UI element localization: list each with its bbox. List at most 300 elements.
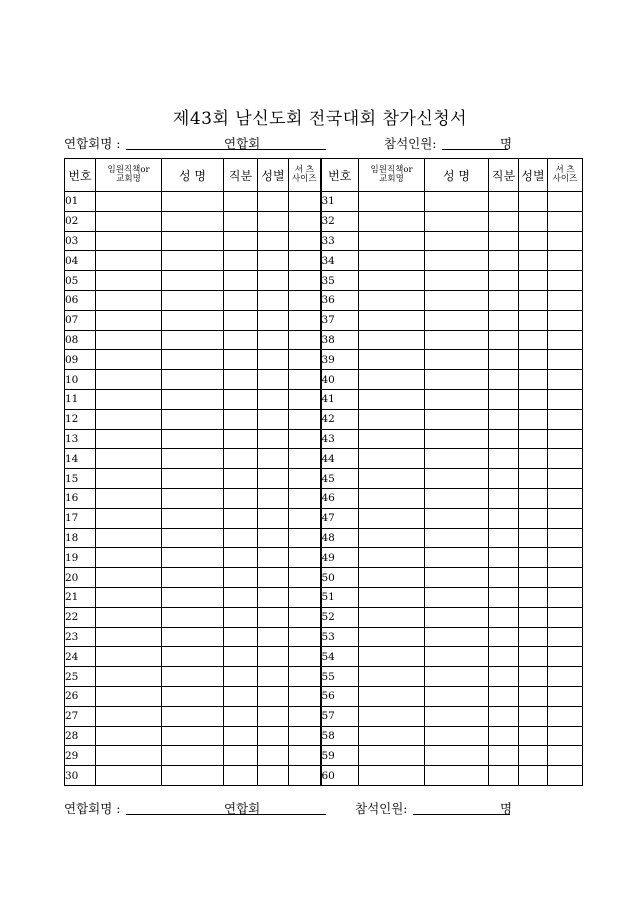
gender-cell[interactable] [519,528,548,548]
office-cell[interactable] [96,488,162,508]
gender-cell[interactable] [519,647,548,667]
gender-cell[interactable] [519,251,548,271]
gender-cell[interactable] [258,330,289,350]
shirt-size-cell[interactable] [548,548,583,568]
position-cell[interactable] [224,667,258,687]
name-cell[interactable] [425,488,489,508]
name-cell[interactable] [162,686,224,706]
shirt-size-cell[interactable] [289,469,321,489]
gender-cell[interactable] [258,627,289,647]
office-cell[interactable] [96,449,162,469]
office-cell[interactable] [96,231,162,251]
name-cell[interactable] [162,409,224,429]
name-cell[interactable] [162,251,224,271]
name-cell[interactable] [162,746,224,766]
name-cell[interactable] [162,211,224,231]
position-cell[interactable] [224,627,258,647]
name-cell[interactable] [425,290,489,310]
shirt-size-cell[interactable] [548,488,583,508]
gender-cell[interactable] [258,548,289,568]
name-cell[interactable] [425,192,489,212]
name-cell[interactable] [425,330,489,350]
gender-cell[interactable] [258,568,289,588]
shirt-size-cell[interactable] [289,548,321,568]
gender-cell[interactable] [519,686,548,706]
gender-cell[interactable] [519,330,548,350]
name-cell[interactable] [162,469,224,489]
name-cell[interactable] [425,607,489,627]
position-cell[interactable] [489,647,519,667]
name-cell[interactable] [162,568,224,588]
shirt-size-cell[interactable] [548,766,583,786]
position-cell[interactable] [489,488,519,508]
office-cell[interactable] [96,667,162,687]
gender-cell[interactable] [519,627,548,647]
office-cell[interactable] [96,607,162,627]
position-cell[interactable] [224,271,258,291]
office-cell[interactable] [96,370,162,390]
shirt-size-cell[interactable] [289,508,321,528]
position-cell[interactable] [489,409,519,429]
name-cell[interactable] [425,528,489,548]
office-cell[interactable] [359,508,425,528]
position-cell[interactable] [224,568,258,588]
gender-cell[interactable] [258,647,289,667]
shirt-size-cell[interactable] [548,627,583,647]
position-cell[interactable] [224,766,258,786]
name-cell[interactable] [425,251,489,271]
gender-cell[interactable] [258,686,289,706]
shirt-size-cell[interactable] [548,726,583,746]
office-cell[interactable] [359,647,425,667]
gender-cell[interactable] [258,429,289,449]
shirt-size-cell[interactable] [289,706,321,726]
position-cell[interactable] [224,607,258,627]
position-cell[interactable] [489,211,519,231]
gender-cell[interactable] [519,607,548,627]
shirt-size-cell[interactable] [548,231,583,251]
position-cell[interactable] [224,389,258,409]
name-cell[interactable] [425,310,489,330]
position-cell[interactable] [224,587,258,607]
name-cell[interactable] [425,370,489,390]
gender-cell[interactable] [519,706,548,726]
office-cell[interactable] [359,429,425,449]
office-cell[interactable] [96,706,162,726]
name-cell[interactable] [162,607,224,627]
office-cell[interactable] [96,568,162,588]
name-cell[interactable] [162,627,224,647]
shirt-size-cell[interactable] [548,389,583,409]
gender-cell[interactable] [258,766,289,786]
office-cell[interactable] [96,251,162,271]
shirt-size-cell[interactable] [548,686,583,706]
office-cell[interactable] [96,508,162,528]
office-cell[interactable] [359,528,425,548]
name-cell[interactable] [162,548,224,568]
position-cell[interactable] [489,251,519,271]
gender-cell[interactable] [258,528,289,548]
gender-cell[interactable] [519,469,548,489]
name-cell[interactable] [162,508,224,528]
shirt-size-cell[interactable] [548,251,583,271]
office-cell[interactable] [359,548,425,568]
shirt-size-cell[interactable] [289,647,321,667]
office-cell[interactable] [359,587,425,607]
name-cell[interactable] [162,192,224,212]
shirt-size-cell[interactable] [289,350,321,370]
position-cell[interactable] [489,627,519,647]
office-cell[interactable] [359,568,425,588]
gender-cell[interactable] [258,231,289,251]
name-cell[interactable] [162,350,224,370]
name-cell[interactable] [162,310,224,330]
position-cell[interactable] [224,469,258,489]
attendance-field[interactable] [413,814,510,815]
name-cell[interactable] [162,271,224,291]
office-cell[interactable] [359,251,425,271]
shirt-size-cell[interactable] [289,528,321,548]
office-cell[interactable] [96,726,162,746]
position-cell[interactable] [224,409,258,429]
office-cell[interactable] [96,686,162,706]
shirt-size-cell[interactable] [289,192,321,212]
position-cell[interactable] [224,706,258,726]
shirt-size-cell[interactable] [289,389,321,409]
office-cell[interactable] [96,469,162,489]
office-cell[interactable] [96,647,162,667]
shirt-size-cell[interactable] [548,310,583,330]
office-cell[interactable] [359,409,425,429]
position-cell[interactable] [489,548,519,568]
office-cell[interactable] [359,686,425,706]
office-cell[interactable] [96,192,162,212]
gender-cell[interactable] [258,350,289,370]
office-cell[interactable] [359,706,425,726]
position-cell[interactable] [489,667,519,687]
gender-cell[interactable] [258,310,289,330]
gender-cell[interactable] [258,192,289,212]
position-cell[interactable] [489,271,519,291]
position-cell[interactable] [489,449,519,469]
office-cell[interactable] [359,746,425,766]
name-cell[interactable] [425,429,489,449]
shirt-size-cell[interactable] [548,429,583,449]
shirt-size-cell[interactable] [289,667,321,687]
position-cell[interactable] [489,231,519,251]
gender-cell[interactable] [258,488,289,508]
office-cell[interactable] [96,627,162,647]
gender-cell[interactable] [258,290,289,310]
name-cell[interactable] [425,627,489,647]
shirt-size-cell[interactable] [289,409,321,429]
gender-cell[interactable] [258,409,289,429]
name-cell[interactable] [425,746,489,766]
position-cell[interactable] [224,647,258,667]
shirt-size-cell[interactable] [548,647,583,667]
position-cell[interactable] [224,290,258,310]
office-cell[interactable] [96,766,162,786]
gender-cell[interactable] [519,409,548,429]
office-cell[interactable] [359,330,425,350]
gender-cell[interactable] [519,488,548,508]
shirt-size-cell[interactable] [289,330,321,350]
position-cell[interactable] [224,370,258,390]
shirt-size-cell[interactable] [548,706,583,726]
shirt-size-cell[interactable] [548,211,583,231]
shirt-size-cell[interactable] [289,568,321,588]
office-cell[interactable] [96,389,162,409]
position-cell[interactable] [489,587,519,607]
position-cell[interactable] [489,528,519,548]
shirt-size-cell[interactable] [548,607,583,627]
gender-cell[interactable] [519,587,548,607]
shirt-size-cell[interactable] [289,726,321,746]
gender-cell[interactable] [519,667,548,687]
name-cell[interactable] [425,686,489,706]
shirt-size-cell[interactable] [548,330,583,350]
gender-cell[interactable] [519,370,548,390]
name-cell[interactable] [162,330,224,350]
gender-cell[interactable] [519,548,548,568]
name-cell[interactable] [425,706,489,726]
gender-cell[interactable] [258,370,289,390]
gender-cell[interactable] [258,706,289,726]
shirt-size-cell[interactable] [289,488,321,508]
shirt-size-cell[interactable] [548,667,583,687]
shirt-size-cell[interactable] [289,231,321,251]
position-cell[interactable] [224,726,258,746]
gender-cell[interactable] [258,389,289,409]
gender-cell[interactable] [519,350,548,370]
office-cell[interactable] [359,627,425,647]
office-cell[interactable] [359,192,425,212]
position-cell[interactable] [224,211,258,231]
gender-cell[interactable] [258,508,289,528]
name-cell[interactable] [425,508,489,528]
attendance-field[interactable] [442,149,508,150]
position-cell[interactable] [489,746,519,766]
position-cell[interactable] [489,508,519,528]
name-cell[interactable] [425,568,489,588]
name-cell[interactable] [162,587,224,607]
name-cell[interactable] [162,667,224,687]
name-cell[interactable] [425,231,489,251]
shirt-size-cell[interactable] [548,370,583,390]
shirt-size-cell[interactable] [289,627,321,647]
gender-cell[interactable] [519,310,548,330]
name-cell[interactable] [425,449,489,469]
name-cell[interactable] [162,528,224,548]
gender-cell[interactable] [258,469,289,489]
position-cell[interactable] [224,251,258,271]
gender-cell[interactable] [519,211,548,231]
name-cell[interactable] [162,290,224,310]
shirt-size-cell[interactable] [289,587,321,607]
shirt-size-cell[interactable] [289,686,321,706]
office-cell[interactable] [359,766,425,786]
gender-cell[interactable] [519,726,548,746]
name-cell[interactable] [162,231,224,251]
office-cell[interactable] [96,211,162,231]
name-cell[interactable] [425,667,489,687]
position-cell[interactable] [489,370,519,390]
shirt-size-cell[interactable] [548,469,583,489]
shirt-size-cell[interactable] [548,290,583,310]
office-cell[interactable] [96,350,162,370]
name-cell[interactable] [425,647,489,667]
name-cell[interactable] [162,488,224,508]
office-cell[interactable] [359,469,425,489]
office-cell[interactable] [359,370,425,390]
shirt-size-cell[interactable] [289,370,321,390]
name-cell[interactable] [425,409,489,429]
office-cell[interactable] [96,330,162,350]
gender-cell[interactable] [258,726,289,746]
shirt-size-cell[interactable] [548,192,583,212]
gender-cell[interactable] [519,231,548,251]
office-cell[interactable] [359,231,425,251]
gender-cell[interactable] [258,607,289,627]
gender-cell[interactable] [258,587,289,607]
office-cell[interactable] [96,587,162,607]
office-cell[interactable] [96,528,162,548]
office-cell[interactable] [359,310,425,330]
office-cell[interactable] [359,607,425,627]
office-cell[interactable] [96,429,162,449]
gender-cell[interactable] [519,389,548,409]
gender-cell[interactable] [519,449,548,469]
shirt-size-cell[interactable] [289,310,321,330]
shirt-size-cell[interactable] [548,746,583,766]
name-cell[interactable] [162,429,224,449]
gender-cell[interactable] [519,508,548,528]
position-cell[interactable] [224,686,258,706]
position-cell[interactable] [224,746,258,766]
position-cell[interactable] [489,310,519,330]
position-cell[interactable] [224,429,258,449]
gender-cell[interactable] [258,746,289,766]
shirt-size-cell[interactable] [548,568,583,588]
name-cell[interactable] [162,449,224,469]
position-cell[interactable] [489,350,519,370]
gender-cell[interactable] [258,271,289,291]
name-cell[interactable] [425,548,489,568]
position-cell[interactable] [489,706,519,726]
position-cell[interactable] [489,389,519,409]
position-cell[interactable] [224,192,258,212]
office-cell[interactable] [96,310,162,330]
office-cell[interactable] [359,449,425,469]
name-cell[interactable] [162,726,224,746]
shirt-size-cell[interactable] [289,290,321,310]
shirt-size-cell[interactable] [548,508,583,528]
name-cell[interactable] [425,350,489,370]
name-cell[interactable] [425,469,489,489]
name-cell[interactable] [425,766,489,786]
name-cell[interactable] [425,271,489,291]
gender-cell[interactable] [258,449,289,469]
shirt-size-cell[interactable] [289,251,321,271]
gender-cell[interactable] [258,251,289,271]
office-cell[interactable] [359,389,425,409]
name-cell[interactable] [425,587,489,607]
position-cell[interactable] [489,686,519,706]
office-cell[interactable] [96,271,162,291]
name-cell[interactable] [162,766,224,786]
position-cell[interactable] [489,469,519,489]
name-cell[interactable] [162,370,224,390]
shirt-size-cell[interactable] [548,409,583,429]
name-cell[interactable] [162,647,224,667]
position-cell[interactable] [224,350,258,370]
name-cell[interactable] [162,389,224,409]
office-cell[interactable] [359,350,425,370]
gender-cell[interactable] [519,290,548,310]
office-cell[interactable] [96,290,162,310]
gender-cell[interactable] [258,211,289,231]
shirt-size-cell[interactable] [289,429,321,449]
name-cell[interactable] [162,706,224,726]
office-cell[interactable] [359,726,425,746]
shirt-size-cell[interactable] [548,587,583,607]
shirt-size-cell[interactable] [548,271,583,291]
position-cell[interactable] [224,231,258,251]
shirt-size-cell[interactable] [289,211,321,231]
shirt-size-cell[interactable] [289,271,321,291]
position-cell[interactable] [489,568,519,588]
shirt-size-cell[interactable] [289,746,321,766]
position-cell[interactable] [224,548,258,568]
shirt-size-cell[interactable] [548,449,583,469]
shirt-size-cell[interactable] [548,528,583,548]
office-cell[interactable] [96,548,162,568]
position-cell[interactable] [224,449,258,469]
position-cell[interactable] [224,488,258,508]
name-cell[interactable] [425,726,489,746]
shirt-size-cell[interactable] [289,766,321,786]
gender-cell[interactable] [519,568,548,588]
name-cell[interactable] [425,389,489,409]
office-cell[interactable] [96,746,162,766]
office-cell[interactable] [359,488,425,508]
position-cell[interactable] [224,508,258,528]
shirt-size-cell[interactable] [289,607,321,627]
position-cell[interactable] [489,192,519,212]
shirt-size-cell[interactable] [548,350,583,370]
name-cell[interactable] [425,211,489,231]
office-cell[interactable] [359,211,425,231]
gender-cell[interactable] [519,192,548,212]
position-cell[interactable] [489,429,519,449]
position-cell[interactable] [489,726,519,746]
office-cell[interactable] [359,271,425,291]
gender-cell[interactable] [519,766,548,786]
position-cell[interactable] [489,607,519,627]
shirt-size-cell[interactable] [289,449,321,469]
gender-cell[interactable] [519,746,548,766]
gender-cell[interactable] [258,667,289,687]
position-cell[interactable] [224,528,258,548]
office-cell[interactable] [96,409,162,429]
gender-cell[interactable] [519,271,548,291]
gender-cell[interactable] [519,429,548,449]
position-cell[interactable] [224,330,258,350]
position-cell[interactable] [489,766,519,786]
position-cell[interactable] [489,290,519,310]
office-cell[interactable] [359,667,425,687]
office-cell[interactable] [359,290,425,310]
